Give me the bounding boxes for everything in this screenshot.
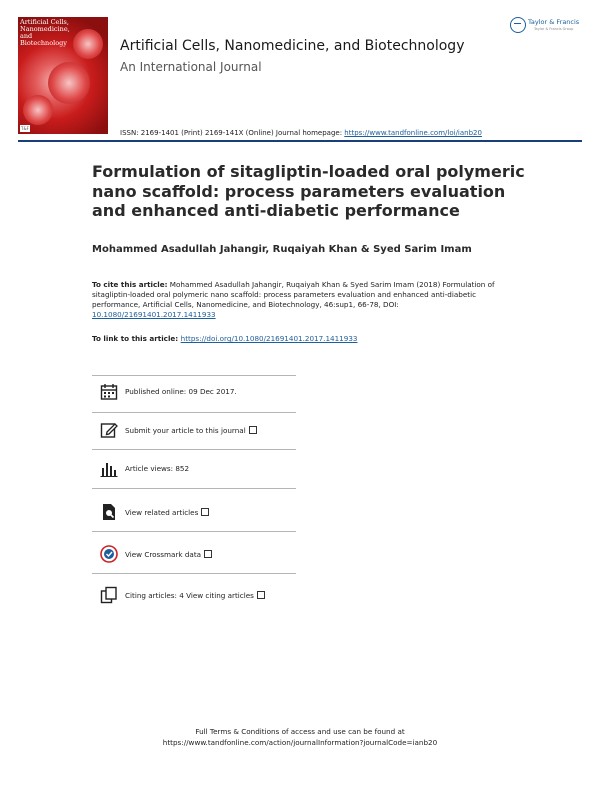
row-divider (92, 449, 296, 450)
header-divider (18, 140, 582, 142)
row-divider (92, 375, 296, 376)
journal-subtitle: An International Journal (120, 60, 262, 74)
bar-chart-icon (100, 460, 118, 478)
row-divider (92, 531, 296, 532)
related-articles-link[interactable] (125, 507, 209, 517)
doi-link[interactable]: 10.1080/21691401.2017.1411933 (92, 310, 216, 319)
crossmark-text: View Crossmark data (125, 550, 202, 559)
calendar-icon (100, 383, 118, 401)
issn-text: ISSN: 2169-1401 (Print) 2169-141X (Online) Journal homepage: (120, 129, 345, 137)
cite-label: To cite this article: (92, 280, 168, 289)
cite-text: Mohammed Asadullah Jahangir, Ruqaiyah Khan & Syed Sarim Imam (2018) Formulation of sitagliptin-loaded oral polymeric nano scaffold: process parameters evaluation and enhanced anti-diabetic performance, Artificial Cells, Nanomedicine, and Biotechnology, 46:sup1, 66-78, DOI: (92, 280, 495, 309)
row-divider (92, 412, 296, 413)
article-authors: Mohammed Asadullah Jahangir, Ruqaiyah Khan & Syed Sarim Imam (92, 244, 472, 255)
crossmark-icon (100, 545, 118, 563)
citing-articles-text: Citing articles: 4 View citing articles (125, 591, 254, 600)
related-articles-text: View related articles (125, 508, 199, 517)
journal-title: Artificial Cells, Nanomedicine, and Biotechnology (120, 38, 465, 54)
article-doi-link[interactable]: https://doi.org/10.1080/21691401.2017.1411933 (180, 334, 358, 343)
crossmark-link[interactable] (125, 549, 212, 559)
external-link-icon (201, 508, 209, 516)
search-document-icon (100, 503, 118, 521)
cover-cell-shape (48, 62, 90, 104)
journal-homepage-link[interactable]: https://www.tandfonline.com/loi/ianb20 (344, 129, 482, 137)
issn-line (120, 129, 482, 137)
external-link-icon (257, 591, 265, 599)
external-link-icon (204, 550, 212, 558)
external-link-icon (249, 426, 257, 434)
copy-icon (100, 586, 118, 604)
publisher-tagline: Taylor & Francis Group (534, 27, 574, 31)
citing-articles-link[interactable] (125, 590, 265, 600)
citation-block (92, 280, 522, 320)
journal-cover (18, 17, 108, 134)
cover-title: Artificial Cells, Nanomedicine, and Biotechnology (20, 18, 70, 47)
published-date-text: Published online: 09 Dec 2017. (125, 387, 237, 396)
row-divider (92, 573, 296, 574)
row-divider (92, 488, 296, 489)
article-views-text: Article views: 852 (125, 464, 190, 473)
edit-icon (100, 421, 118, 439)
tf-logo-icon (510, 17, 526, 33)
footer-terms-link[interactable]: https://www.tandfonline.com/action/journalInformation?journalCode=ianb20 (162, 738, 438, 747)
cover-publisher-logo: T&F (21, 126, 29, 131)
submit-article-link[interactable] (125, 425, 257, 435)
footer-terms-text: Full Terms & Conditions of access and use can be found at (195, 727, 405, 736)
cover-cell-shape (23, 95, 53, 125)
submit-article-text: Submit your article to this journal (125, 426, 246, 435)
article-title: Formulation of sitagliptin-loaded oral polymeric nano scaffold: process parameters evaluation and enhanced anti-diabetic performance (92, 162, 525, 220)
link-label: To link to this article: (92, 334, 181, 343)
link-line (92, 334, 357, 343)
publisher-name: Taylor & Francis (528, 18, 580, 26)
